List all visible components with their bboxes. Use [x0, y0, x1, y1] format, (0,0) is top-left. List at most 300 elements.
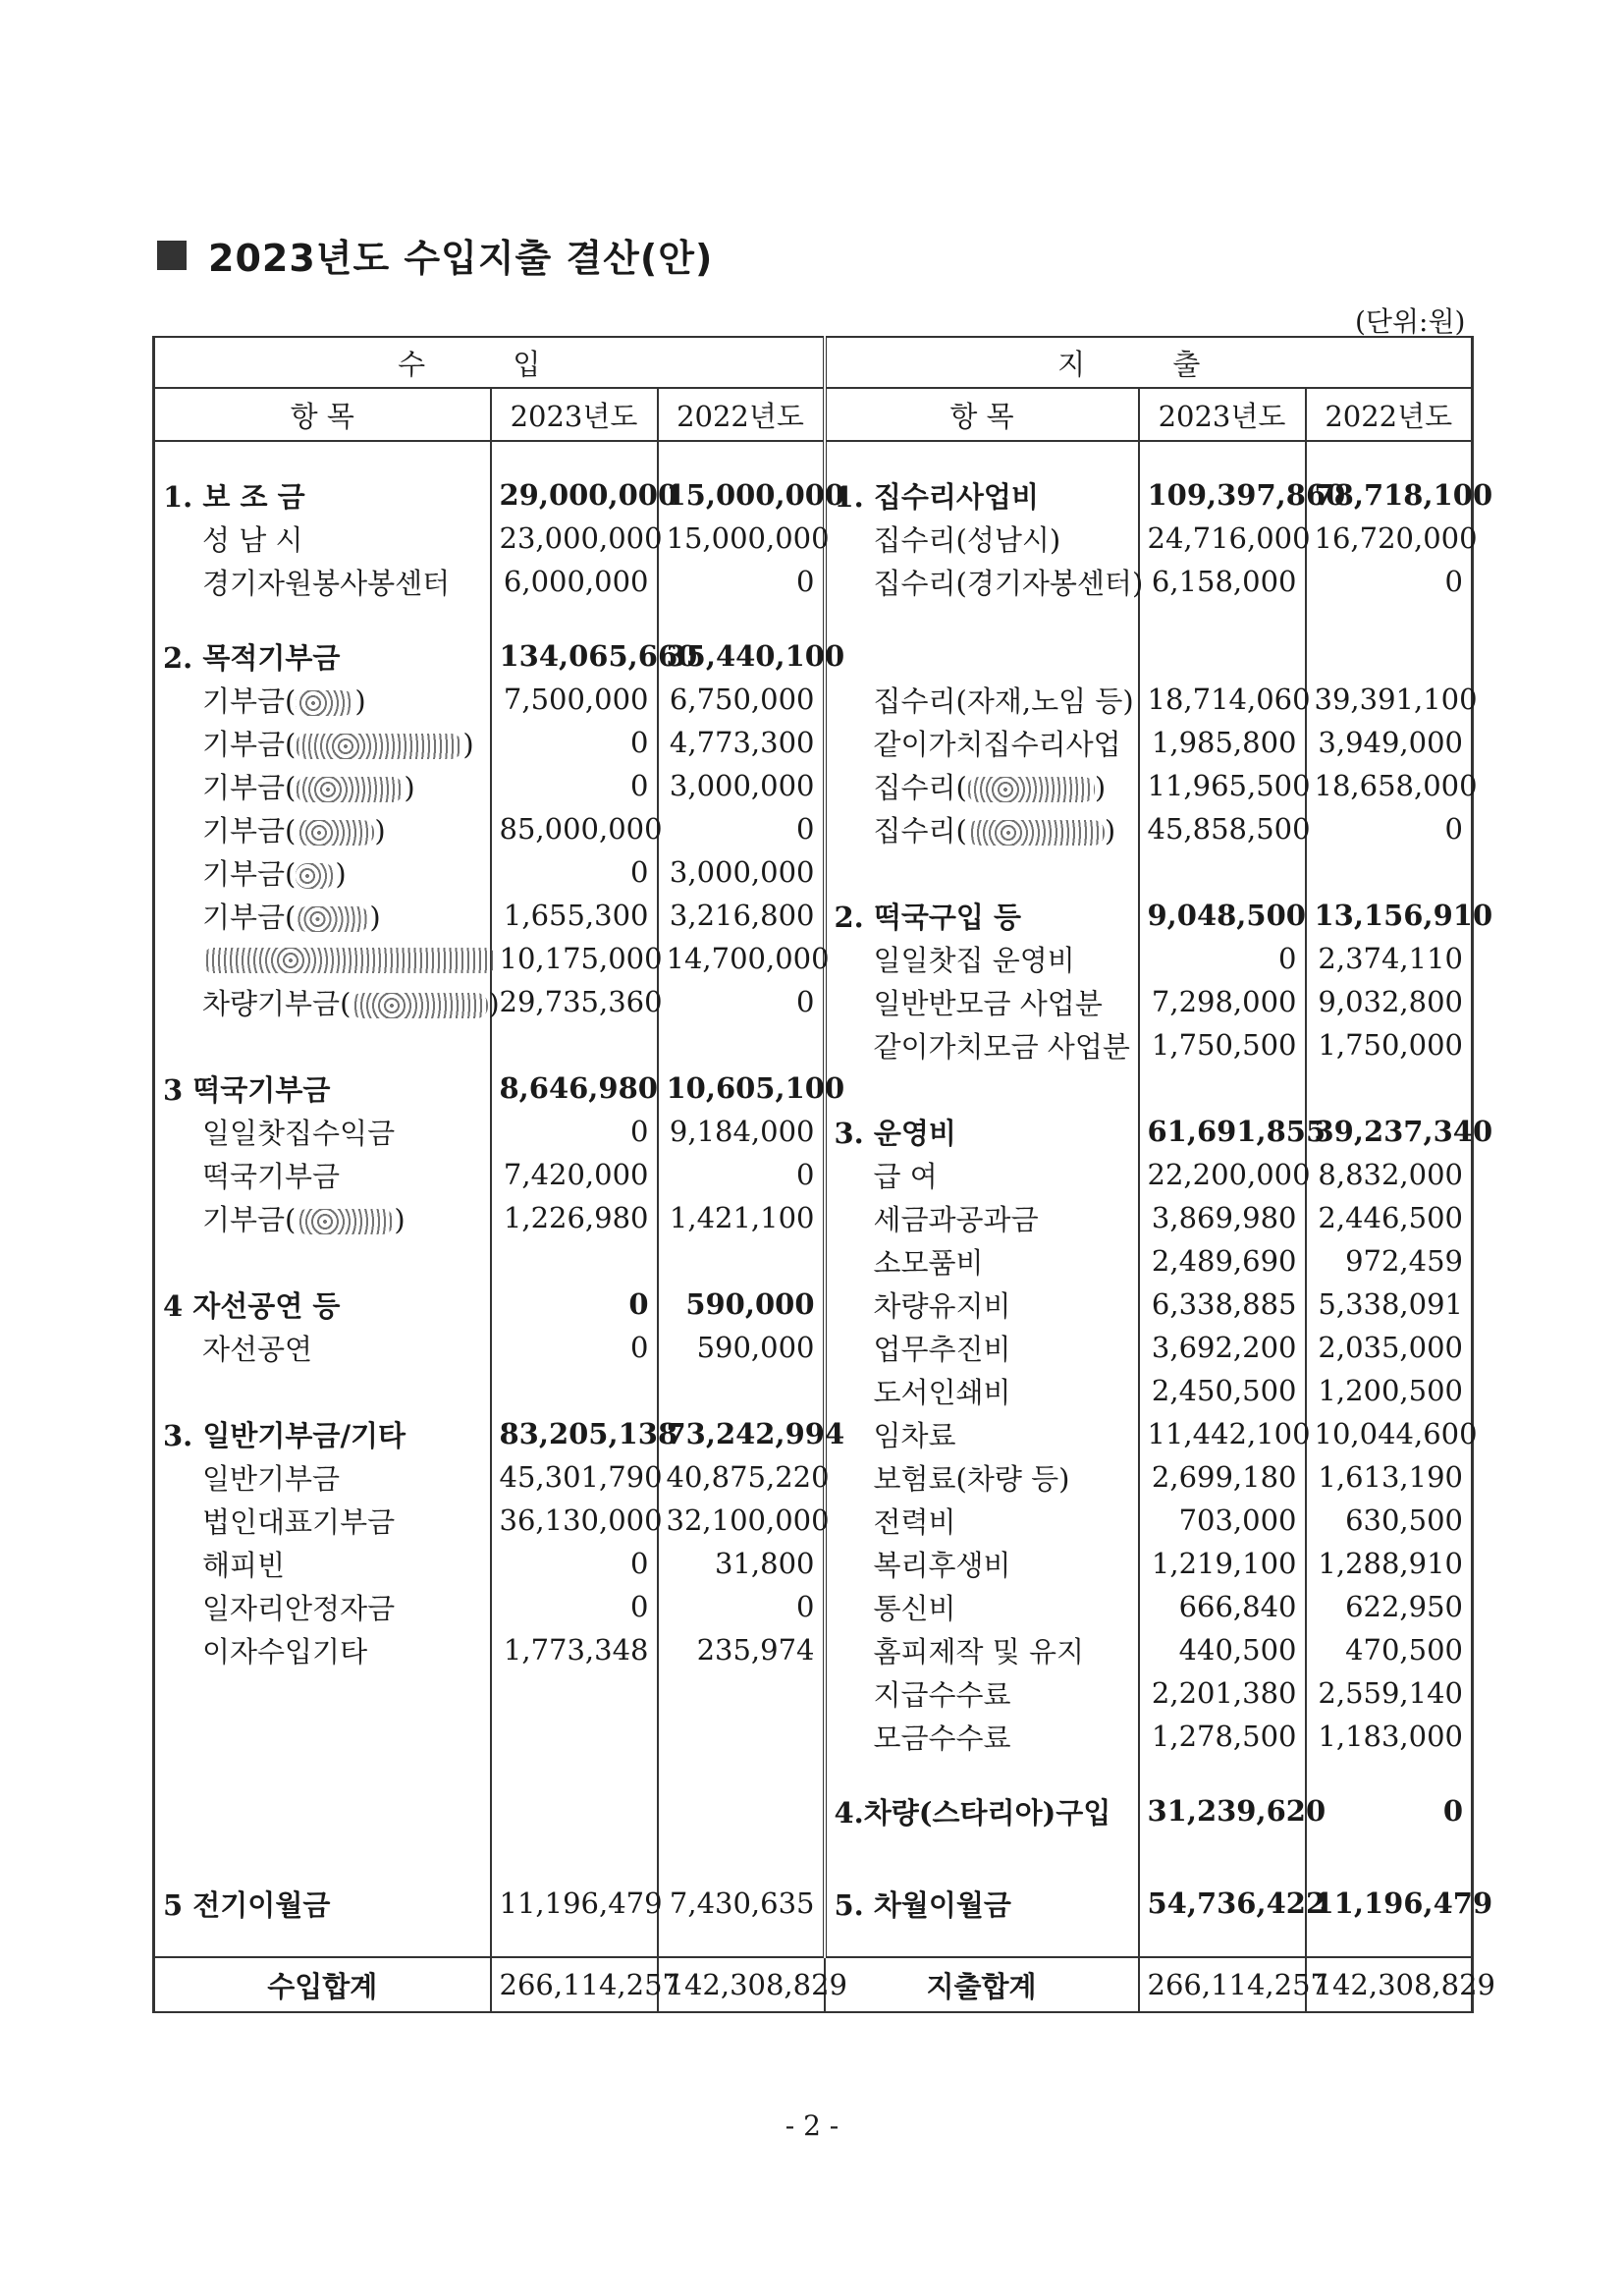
expense-item-cell	[825, 1369, 1139, 1412]
expense-item-cell	[825, 634, 1139, 678]
table-row	[154, 1326, 1473, 1369]
expense-2022-cell	[1306, 603, 1473, 634]
expense-2023-cell: 6,338,885	[1139, 1283, 1306, 1326]
expense-2022-cell	[1306, 441, 1473, 473]
item-label-suffix: )	[462, 727, 474, 761]
income-2022-cell	[658, 1832, 825, 1864]
expense-2023-cell: 1,219,100	[1139, 1542, 1306, 1585]
redacted-scribble	[967, 777, 1095, 802]
expense-item-header: 항 목	[825, 388, 1139, 441]
income-item-label: 기부금(	[202, 900, 297, 934]
finance-table	[152, 336, 1495, 2013]
income-2023-cell	[491, 1758, 658, 1789]
spacer-row	[154, 1758, 1473, 1789]
income-header: 수 입	[154, 337, 825, 388]
income-2023-cell: 134,065,660	[491, 634, 658, 678]
expense-2023-cell: 703,000	[1139, 1499, 1306, 1542]
expense-2022-cell: 630,500	[1306, 1499, 1473, 1542]
income-2023-cell	[491, 1023, 658, 1066]
expense-2023-cell: 666,840	[1139, 1585, 1306, 1628]
income-2022-cell: 3,216,800	[658, 894, 825, 937]
table-body	[154, 441, 1493, 1957]
income-item-cell	[154, 721, 491, 764]
income-item-cell	[154, 1499, 491, 1542]
income-item-header: 항 목	[154, 388, 491, 441]
income-item-cell	[154, 1369, 491, 1412]
expense-item-label: 5. 차월이월금	[834, 1887, 1011, 1922]
table-row	[154, 1542, 1473, 1585]
table-row	[154, 894, 1473, 937]
spacer-row	[154, 1832, 1473, 1864]
expense-item-cell	[825, 1542, 1139, 1585]
expense-item-label: 모금수수료	[873, 1721, 1011, 1755]
table-row	[154, 1153, 1473, 1196]
income-2023-cell: 0	[491, 721, 658, 764]
income-item-cell	[154, 1196, 491, 1239]
expense-2023-cell: 11,442,100	[1139, 1412, 1306, 1455]
square-bullet-icon	[157, 241, 187, 270]
income-item-cell	[154, 678, 491, 721]
expense-item-label: 집수리(성남시)	[873, 522, 1061, 557]
expense-item-cell	[825, 807, 1139, 850]
table-row	[154, 1715, 1473, 1758]
redacted-scribble	[296, 1209, 394, 1234]
income-2023-cell: 0	[491, 1585, 658, 1628]
expense-total-label: 지출합계	[825, 1957, 1139, 2012]
expense-item-label: 집수리(자재,노임 등)	[873, 683, 1134, 718]
table-row	[154, 560, 1473, 603]
expense-item-cell	[825, 1925, 1139, 1957]
income-item-label: 성 남 시	[202, 522, 303, 557]
item-label-suffix: )	[488, 986, 500, 1020]
table-row	[154, 678, 1473, 721]
income-2023-cell: 8,646,980	[491, 1066, 658, 1110]
income-2022-cell	[658, 1715, 825, 1758]
expense-item-cell	[825, 850, 1139, 894]
item-label-suffix: )	[374, 813, 386, 847]
income-item-label: 기부금(	[202, 727, 297, 761]
expense-2022-cell	[1306, 1925, 1473, 1957]
expense-item-label: 전력비	[873, 1504, 956, 1539]
income-2023-cell: 11,196,479	[491, 1882, 658, 1925]
expense-item-label: 3. 운영비	[834, 1116, 956, 1150]
item-label-suffix: )	[394, 1202, 406, 1236]
expense-2022-cell: 470,500	[1306, 1628, 1473, 1671]
expense-item-cell	[825, 1283, 1139, 1326]
expense-2023-cell	[1139, 1864, 1306, 1882]
income-item-cell	[154, 517, 491, 560]
expense-item-cell	[825, 894, 1139, 937]
income-2022-cell	[658, 1369, 825, 1412]
expense-item-label: 차량유지비	[873, 1288, 1011, 1323]
income-2022-cell: 0	[658, 560, 825, 603]
expense-2022-cell: 0	[1306, 807, 1473, 850]
redacted-scribble	[202, 948, 497, 973]
expense-item-label: 보험료(차량 등)	[873, 1461, 1070, 1496]
expense-item-label: 복리후생비	[873, 1548, 1011, 1582]
income-2023-cell: 23,000,000	[491, 517, 658, 560]
income-2022-cell: 9,184,000	[658, 1110, 825, 1153]
expense-2023-cell: 6,158,000	[1139, 560, 1306, 603]
table-row	[154, 1671, 1473, 1715]
expense-2022-cell	[1306, 1066, 1473, 1110]
expense-2022-cell: 2,559,140	[1306, 1671, 1473, 1715]
income-item-cell	[154, 1542, 491, 1585]
expense-2023-cell	[1139, 441, 1306, 473]
expense-2023-cell	[1139, 1066, 1306, 1110]
redacted-scribble	[296, 734, 462, 759]
expense-2023-cell	[1139, 1758, 1306, 1789]
income-item-cell	[154, 894, 491, 937]
expense-2022-cell: 13,156,910	[1306, 894, 1473, 937]
table-row	[154, 1882, 1473, 1925]
page-title-text: 2023년도 수입지출 결산(안)	[208, 237, 714, 280]
income-item-label: 차량기부금(	[202, 986, 352, 1020]
redacted-scribble	[296, 863, 335, 889]
expense-item-label: 통신비	[873, 1591, 956, 1625]
expense-2023-header: 2023년도	[1139, 388, 1306, 441]
income-2022-cell: 14,700,000	[658, 937, 825, 980]
income-2022-cell: 10,605,100	[658, 1066, 825, 1110]
expense-item-cell	[825, 1239, 1139, 1283]
expense-item-cell	[825, 764, 1139, 807]
income-item-cell	[154, 1628, 491, 1671]
income-item-label: 해피빈	[202, 1548, 286, 1582]
income-2023-cell	[491, 441, 658, 473]
income-2022-cell: 235,974	[658, 1628, 825, 1671]
income-2022-cell: 3,000,000	[658, 850, 825, 894]
income-item-label: 자선공연	[202, 1332, 313, 1366]
expense-item-label: 임차료	[873, 1418, 956, 1452]
income-2023-cell	[491, 1671, 658, 1715]
income-item-label: 일자리안정자금	[202, 1591, 396, 1625]
redacted-scribble	[296, 820, 374, 846]
expense-item-label: 소모품비	[873, 1245, 984, 1280]
income-total-2022: 142,308,829	[658, 1957, 825, 2012]
expense-item-label: 일일찻집 운영비	[873, 943, 1075, 977]
income-2022-cell: 590,000	[658, 1283, 825, 1326]
total-row	[154, 1957, 1473, 2012]
income-2022-cell	[658, 1925, 825, 1957]
income-item-label: 이자수입기타	[202, 1634, 368, 1668]
income-2023-cell: 6,000,000	[491, 560, 658, 603]
expense-item-cell	[825, 1671, 1139, 1715]
expense-2022-cell: 11,196,479	[1306, 1882, 1473, 1925]
income-2023-cell: 0	[491, 1110, 658, 1153]
expense-2023-cell: 3,869,980	[1139, 1196, 1306, 1239]
table-row	[154, 1499, 1473, 1542]
income-item-cell	[154, 1715, 491, 1758]
expense-item-cell	[825, 1110, 1139, 1153]
income-2023-cell: 0	[491, 850, 658, 894]
expense-2023-cell: 2,201,380	[1139, 1671, 1306, 1715]
expense-item-cell	[825, 937, 1139, 980]
item-label-suffix: )	[369, 900, 381, 934]
expense-item-cell	[825, 473, 1139, 517]
expense-2022-cell: 1,750,000	[1306, 1023, 1473, 1066]
income-2023-cell	[491, 1832, 658, 1864]
table-row	[154, 1196, 1473, 1239]
income-item-cell	[154, 560, 491, 603]
expense-2023-cell: 1,278,500	[1139, 1715, 1306, 1758]
income-2022-cell: 40,875,220	[658, 1455, 825, 1499]
item-label-suffix: )	[354, 683, 366, 718]
table-row	[154, 517, 1473, 560]
expense-2022-cell: 8,832,000	[1306, 1153, 1473, 1196]
table-row	[154, 1412, 1473, 1455]
income-item-label: 떡국기부금	[202, 1159, 341, 1193]
table-row	[154, 937, 1473, 980]
expense-item-cell	[825, 1023, 1139, 1066]
income-item-cell	[154, 1066, 491, 1110]
expense-2023-cell	[1139, 1832, 1306, 1864]
income-item-label: 1. 보 조 금	[163, 479, 305, 514]
income-2023-cell: 36,130,000	[491, 1499, 658, 1542]
income-item-cell	[154, 634, 491, 678]
expense-item-label: 홈피제작 및 유지	[873, 1634, 1085, 1668]
expense-item-cell	[825, 517, 1139, 560]
expense-2022-cell: 972,459	[1306, 1239, 1473, 1283]
expense-2023-cell: 2,450,500	[1139, 1369, 1306, 1412]
income-total-label: 수입합계	[154, 1957, 491, 2012]
table-row	[154, 807, 1473, 850]
expense-item-label: 같이가치모금 사업분	[873, 1029, 1130, 1064]
income-2023-cell: 0	[491, 1283, 658, 1326]
expense-2022-cell	[1306, 1864, 1473, 1882]
income-item-label: 4 자선공연 등	[163, 1288, 341, 1323]
income-2023-cell	[491, 1864, 658, 1882]
expense-2023-cell	[1139, 850, 1306, 894]
expense-item-cell	[825, 1066, 1139, 1110]
income-2023-cell: 7,420,000	[491, 1153, 658, 1196]
income-2022-cell: 0	[658, 1585, 825, 1628]
expense-2023-cell: 440,500	[1139, 1628, 1306, 1671]
expense-2022-cell: 1,183,000	[1306, 1715, 1473, 1758]
expense-2023-cell	[1139, 1925, 1306, 1957]
expense-2022-cell: 10,044,600	[1306, 1412, 1473, 1455]
income-2023-cell: 0	[491, 1542, 658, 1585]
table-row	[154, 1283, 1473, 1326]
income-total-2023: 266,114,257	[491, 1957, 658, 2012]
table-row	[154, 850, 1473, 894]
expense-item-label: 일반반모금 사업분	[873, 986, 1103, 1020]
income-item-cell	[154, 1326, 491, 1369]
table-row	[154, 1628, 1473, 1671]
income-2023-cell: 85,000,000	[491, 807, 658, 850]
income-item-cell	[154, 1412, 491, 1455]
table-row	[154, 721, 1473, 764]
expense-2023-cell: 18,714,060	[1139, 678, 1306, 721]
table-row	[154, 634, 1473, 678]
income-2023-cell: 83,205,138	[491, 1412, 658, 1455]
income-2022-cell	[658, 1023, 825, 1066]
expense-2022-cell: 1,200,500	[1306, 1369, 1473, 1412]
income-2022-cell	[658, 1789, 825, 1832]
expense-item-cell	[825, 1758, 1139, 1789]
expense-2022-cell: 1,613,190	[1306, 1455, 1473, 1499]
income-2023-cell	[491, 1789, 658, 1832]
expense-2023-cell: 2,489,690	[1139, 1239, 1306, 1283]
expense-item-label: 업무추진비	[873, 1332, 1011, 1366]
expense-2023-cell: 9,048,500	[1139, 894, 1306, 937]
redacted-scribble	[296, 777, 404, 802]
expense-2023-cell: 22,200,000	[1139, 1153, 1306, 1196]
expense-item-cell	[825, 1412, 1139, 1455]
table-row	[154, 980, 1473, 1023]
income-2023-cell	[491, 1925, 658, 1957]
income-item-cell	[154, 1455, 491, 1499]
expense-item-cell	[825, 1196, 1139, 1239]
income-2023-cell: 29,735,360	[491, 980, 658, 1023]
table-row	[154, 1110, 1473, 1153]
income-2022-cell: 73,242,994	[658, 1412, 825, 1455]
income-item-cell	[154, 441, 491, 473]
expense-2022-cell: 2,374,110	[1306, 937, 1473, 980]
income-item-cell	[154, 1153, 491, 1196]
income-item-cell	[154, 1110, 491, 1153]
expense-2022-cell: 622,950	[1306, 1585, 1473, 1628]
income-2022-cell: 0	[658, 807, 825, 850]
table-row	[154, 473, 1473, 517]
item-label-suffix: )	[1104, 813, 1116, 847]
table-row	[154, 1455, 1473, 1499]
income-2022-cell	[658, 441, 825, 473]
income-2023-cell: 1,773,348	[491, 1628, 658, 1671]
income-item-cell	[154, 807, 491, 850]
income-2022-cell: 31,800	[658, 1542, 825, 1585]
income-2022-cell: 590,000	[658, 1326, 825, 1369]
income-item-cell	[154, 1925, 491, 1957]
item-label-suffix: )	[335, 856, 347, 891]
income-item-cell	[154, 1864, 491, 1882]
expense-item-label: 도서인쇄비	[873, 1375, 1011, 1409]
expense-2023-cell: 3,692,200	[1139, 1326, 1306, 1369]
page-title	[157, 228, 713, 282]
expense-header: 지 출	[825, 337, 1473, 388]
income-2023-cell: 1,655,300	[491, 894, 658, 937]
income-item-label: 기부금(	[202, 856, 297, 891]
expense-item-cell	[825, 1715, 1139, 1758]
spacer-row	[154, 603, 1473, 634]
expense-item-cell	[825, 1628, 1139, 1671]
expense-2022-cell: 9,032,800	[1306, 980, 1473, 1023]
income-item-label: 기부금(	[202, 770, 297, 804]
expense-2022-cell: 78,718,100	[1306, 473, 1473, 517]
table-row	[154, 1239, 1473, 1283]
expense-2022-cell: 0	[1306, 560, 1473, 603]
income-2022-cell: 0	[658, 980, 825, 1023]
income-item-cell	[154, 850, 491, 894]
income-item-label: 일반기부금	[202, 1461, 341, 1496]
income-item-cell	[154, 1832, 491, 1864]
income-2022-cell	[658, 1671, 825, 1715]
table-row	[154, 764, 1473, 807]
spacer-row	[154, 1864, 1473, 1882]
expense-item-cell	[825, 1585, 1139, 1628]
income-item-label: 기부금(	[202, 1202, 297, 1236]
expense-total-2023: 266,114,257	[1139, 1957, 1306, 2012]
expense-total-2022: 142,308,829	[1306, 1957, 1473, 2012]
expense-item-cell	[825, 1882, 1139, 1925]
expense-2023-cell: 24,716,000	[1139, 517, 1306, 560]
income-2022-cell: 4,773,300	[658, 721, 825, 764]
expense-2022-cell: 39,237,340	[1306, 1110, 1473, 1153]
income-item-cell	[154, 980, 500, 1023]
expense-item-cell	[825, 678, 1139, 721]
income-2022-cell: 15,000,000	[658, 473, 825, 517]
income-2022-header: 2022년도	[658, 388, 825, 441]
table-row	[154, 1066, 1473, 1110]
income-2023-cell: 45,301,790	[491, 1455, 658, 1499]
expense-item-cell	[825, 1864, 1139, 1882]
income-2022-cell: 35,440,100	[658, 634, 825, 678]
income-item-cell	[154, 473, 491, 517]
expense-item-label: 집수리(	[873, 770, 967, 804]
income-2023-cell: 0	[491, 764, 658, 807]
expense-2022-cell: 0	[1306, 1789, 1473, 1832]
expense-2023-cell: 109,397,860	[1139, 473, 1306, 517]
table-row	[154, 1369, 1473, 1412]
income-2023-cell: 29,000,000	[491, 473, 658, 517]
expense-item-cell	[825, 1326, 1139, 1369]
income-2023-cell	[491, 1369, 658, 1412]
expense-2022-cell: 2,035,000	[1306, 1326, 1473, 1369]
income-item-label: 기부금(	[202, 813, 297, 847]
income-item-label: 경기자원봉사봉센터	[202, 566, 451, 600]
income-item-cell	[154, 603, 491, 634]
expense-2023-cell: 11,965,500	[1139, 764, 1306, 807]
income-item-cell	[154, 1585, 491, 1628]
expense-2022-cell	[1306, 1832, 1473, 1864]
income-2022-cell	[658, 603, 825, 634]
income-item-label: 3 떡국기부금	[163, 1072, 331, 1107]
expense-2023-cell: 61,691,855	[1139, 1110, 1306, 1153]
expense-item-label: 급 여	[873, 1159, 938, 1193]
expense-2022-cell	[1306, 1758, 1473, 1789]
expense-2022-cell: 5,338,091	[1306, 1283, 1473, 1326]
income-item-cell	[154, 1758, 491, 1789]
expense-2023-cell	[1139, 603, 1306, 634]
expense-2022-cell: 18,658,000	[1306, 764, 1473, 807]
income-item-label: 2. 목적기부금	[163, 640, 341, 675]
expense-2023-cell: 0	[1139, 937, 1306, 980]
expense-item-label: 1. 집수리사업비	[834, 479, 1039, 514]
expense-2023-cell: 1,750,500	[1139, 1023, 1306, 1066]
income-item-cell	[154, 1023, 491, 1066]
expense-item-label: 2. 떡국구입 등	[834, 900, 1022, 934]
expense-2022-cell: 2,446,500	[1306, 1196, 1473, 1239]
expense-item-cell	[825, 1789, 1139, 1832]
expense-item-cell	[825, 441, 1139, 473]
expense-2022-cell: 16,720,000	[1306, 517, 1473, 560]
table-row	[154, 1585, 1473, 1628]
expense-2022-header: 2022년도	[1306, 388, 1473, 441]
income-2023-cell: 1,226,980	[491, 1196, 658, 1239]
expense-item-cell	[825, 1455, 1139, 1499]
income-item-cell	[154, 1671, 491, 1715]
income-2022-cell: 3,000,000	[658, 764, 825, 807]
unit-note: (단위:원)	[1355, 305, 1466, 338]
income-2022-cell: 6,750,000	[658, 678, 825, 721]
item-label-suffix: )	[1094, 770, 1107, 804]
redacted-scribble	[296, 906, 369, 932]
expense-2023-cell: 54,736,422	[1139, 1882, 1306, 1925]
expense-2023-cell: 45,858,500	[1139, 807, 1306, 850]
spacer-row	[154, 441, 1473, 473]
income-item-cell	[154, 1239, 491, 1283]
income-2022-cell	[658, 1758, 825, 1789]
spacer-row	[154, 1925, 1473, 1957]
